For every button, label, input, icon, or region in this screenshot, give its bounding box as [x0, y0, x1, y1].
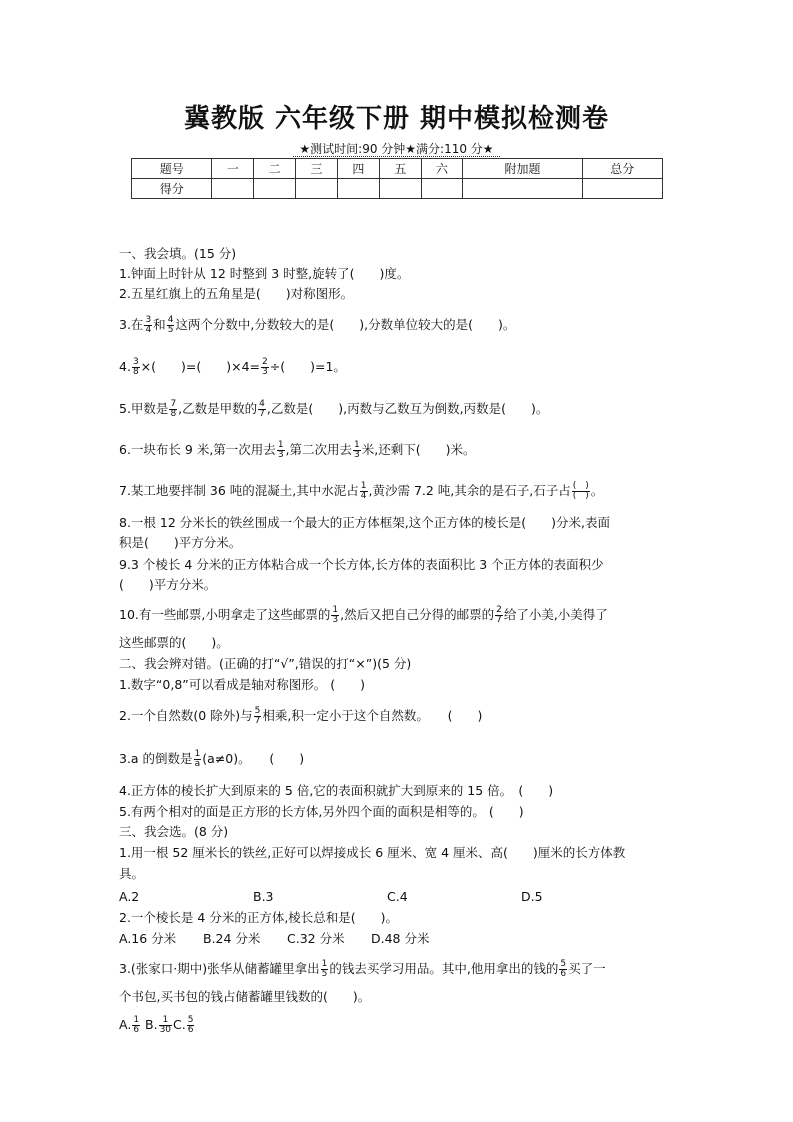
- question: 1.钟面上时针从 12 时整到 3 时整,旋转了( )度。: [119, 266, 410, 281]
- question: ( )平方分米。: [119, 577, 217, 592]
- score-input-cell[interactable]: [463, 179, 582, 199]
- score-input-cell[interactable]: [582, 179, 663, 199]
- option[interactable]: A. $\frac{1}{6}$: [119, 1015, 140, 1035]
- option[interactable]: D.5: [521, 889, 543, 904]
- fraction: $\frac{5}{7}$: [254, 706, 261, 726]
- score-cell: 五: [379, 159, 421, 179]
- score-input-cell[interactable]: [421, 179, 463, 199]
- option[interactable]: C.32 分米: [287, 931, 345, 946]
- fraction: $\frac{3}{4}$: [145, 315, 152, 335]
- fraction: $\frac{1}{6}$: [133, 1015, 140, 1035]
- fraction: $\frac{1}{a}$: [194, 749, 201, 769]
- fraction: $\frac{2}{3}$: [262, 357, 268, 377]
- question: 4. $\frac{3}{8}$ ×( )=( )×4= $\frac{2}{3}$ ÷( )=1。: [119, 357, 346, 377]
- options-row: [119, 889, 543, 905]
- question: 具。: [119, 866, 145, 881]
- score-table-header-row: [132, 159, 663, 179]
- fraction: $\frac{1}{4}$: [360, 481, 367, 501]
- fraction: $\frac{3}{8}$: [132, 357, 139, 377]
- score-input-cell[interactable]: [379, 179, 421, 199]
- fraction: $\frac{4}{7}$: [259, 399, 265, 419]
- score-input-cell[interactable]: [296, 179, 338, 199]
- option[interactable]: B. $\frac{1}{30}$: [141, 1015, 172, 1035]
- score-input-cell[interactable]: [337, 179, 379, 199]
- option[interactable]: C.4: [387, 889, 408, 904]
- section-heading: 一、我会填。(15 分): [119, 246, 237, 261]
- score-cell: 总分: [582, 159, 663, 179]
- option[interactable]: A.16 分米: [119, 931, 177, 946]
- score-cell: 四: [337, 159, 379, 179]
- section-heading: 二、我会辨对错。(正确的打“√”,错误的打“×”)(5 分): [119, 656, 412, 671]
- fraction: $\frac{7}{8}$: [170, 399, 177, 419]
- score-cell: 一: [212, 159, 254, 179]
- fraction: $\frac{1}{5}$: [321, 959, 328, 979]
- score-cell: 二: [254, 159, 296, 179]
- score-cell: 三: [296, 159, 338, 179]
- score-cell: 题号: [132, 159, 212, 179]
- question: 3.在 $\frac{3}{4}$ 和 $\frac{4}{5}$ 这两个分数中,分数较大的是( ),分数单位较大的是( )。: [119, 315, 516, 335]
- question: 这些邮票的( )。: [119, 635, 229, 650]
- score-input-cell[interactable]: [212, 179, 254, 199]
- fraction: $\frac{4}{5}$: [167, 315, 174, 335]
- fraction: $\frac{1}{3}$: [332, 605, 339, 625]
- option[interactable]: C. $\frac{5}{6}$: [173, 1015, 194, 1035]
- fraction: $\frac{1}{3}$: [354, 440, 360, 460]
- question: 9.3 个棱长 4 分米的正方体粘合成一个长方体,长方体的表面积比 3 个正方体的表面积少: [119, 557, 604, 572]
- question: 2.五星红旗上的五角星是( )对称图形。: [119, 286, 354, 301]
- option[interactable]: D.48 分米: [371, 931, 430, 946]
- page-title: 冀教版 六年级下册 期中模拟检测卷: [183, 104, 610, 134]
- question: 1.数字“0,8”可以看成是轴对称图形。 ( ): [119, 677, 365, 692]
- fraction: $\frac{2}{7}$: [496, 605, 502, 625]
- option[interactable]: A.2: [119, 889, 140, 904]
- options-row: [119, 1016, 195, 1035]
- section-heading: 三、我会选。(8 分): [119, 824, 229, 839]
- score-cell: 六: [421, 159, 463, 179]
- question: 2.一个棱长是 4 分米的正方体,棱长总和是( )。: [119, 910, 399, 925]
- option[interactable]: B.24 分米: [203, 931, 261, 946]
- question: 10.有一些邮票,小明拿走了这些邮票的 $\frac{1}{3}$ ,然后又把自己分得的邮票的 $\frac{2}{7}$ 给了小美,小美得了: [119, 605, 608, 625]
- question: 8.一根 12 分米长的铁丝围成一个最大的正方体框架,这个正方体的棱长是( )分米,表面: [119, 515, 610, 530]
- options-row: [119, 931, 429, 947]
- exam-info: ★测试时间:90 分钟★满分:110 分★: [0, 140, 793, 157]
- question: 3.a 的倒数是 $\frac{1}{a}$ (a≠0)。 ( ): [119, 749, 305, 769]
- question: 个书包,买书包的钱占储蓄罐里钱数的( )。: [119, 989, 371, 1004]
- question: 4.正方体的棱长扩大到原来的 5 倍,它的表面积就扩大到原来的 15 倍。 ( ): [119, 783, 554, 798]
- score-cell: 附加题: [463, 159, 582, 179]
- fraction: $\frac{1}{30}$: [159, 1015, 172, 1035]
- fraction: $\frac{1}{3}$: [277, 440, 284, 460]
- question: 6.一块布长 9 米,第一次用去 $\frac{1}{3}$ ,第二次用去 $\frac{1}{3}$ 米,还剩下( )米。: [119, 440, 476, 460]
- question: 2.一个自然数(0 除外)与 $\frac{5}{7}$ 相乘,积一定小于这个自然数。 ( ): [119, 706, 483, 726]
- question: 3.(张家口·期中)张华从储蓄罐里拿出 $\frac{1}{5}$ 的钱去买学习用品。其中,他用拿出的钱的 $\frac{5}{6}$ 买了一: [119, 959, 606, 979]
- score-input-cell[interactable]: [254, 179, 296, 199]
- question: 5.甲数是 $\frac{7}{8}$ ,乙数是甲数的 $\frac{4}{7}$ ,乙数是( ),丙数与乙数互为倒数,丙数是( )。: [119, 399, 549, 419]
- score-table-score-row: [132, 179, 663, 199]
- option[interactable]: B.3: [253, 889, 274, 904]
- question: 1.用一根 52 厘米长的铁丝,正好可以焊接成长 6 厘米、宽 4 厘米、高( )厘米的长方体教: [119, 845, 626, 860]
- question: 积是( )平方分米。: [119, 535, 242, 550]
- question: 7.某工地要拌制 36 吨的混凝土,其中水泥占 $\frac{1}{4}$ ,黄沙需 7.2 吨,其余的是石子,石子占 $\frac{( )}{( )}$ 。: [119, 481, 604, 501]
- fraction: $\frac{( )}{( )}$: [572, 481, 589, 501]
- fraction: $\frac{5}{6}$: [187, 1015, 194, 1035]
- score-table: [131, 158, 663, 199]
- score-cell: 得分: [132, 179, 212, 199]
- question: 5.有两个相对的面是正方形的长方体,另外四个面的面积是相等的。 ( ): [119, 804, 524, 819]
- fraction: $\frac{5}{6}$: [560, 959, 567, 979]
